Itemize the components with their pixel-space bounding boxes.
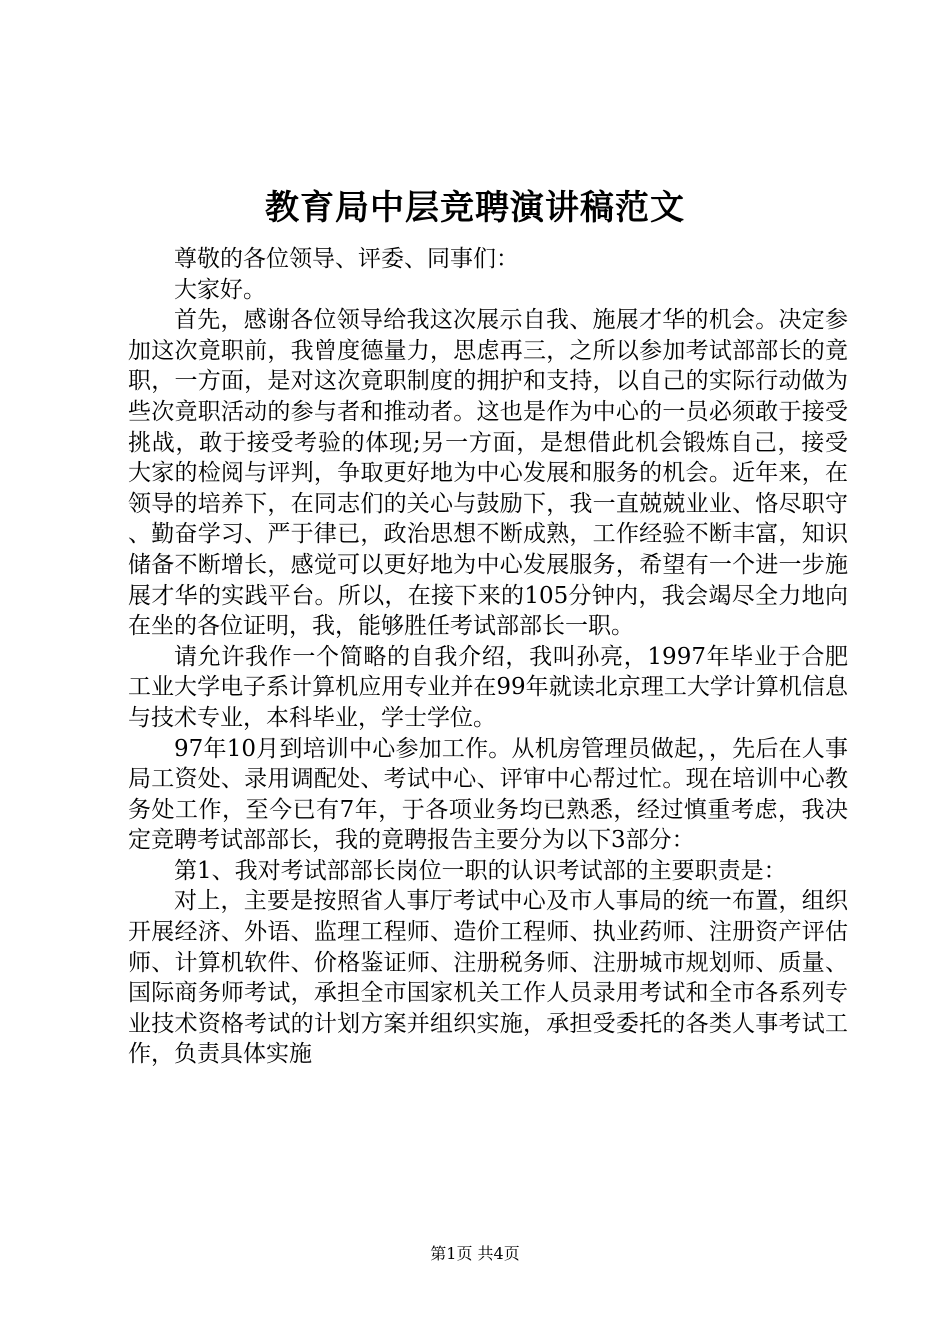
paragraph-greeting: 大家好。 xyxy=(174,276,266,303)
paragraph-work-history: 97年10月到培训中心参加工作。从机房管理员做起，，先后在人事局工资处、录用调配处、考试中心、评审中心帮过忙。现在培训中心教务处工作，至今已有7年，于各项业务均已熟悉，经过慎重考虑，我决定竞聘考试部部长，我的竟聘报告主要分为以下3部分： xyxy=(128,735,848,854)
paragraph-introduction: 首先，感谢各位领导给我这次展示自我、施展才华的机会。决定参加这次竟职前，我曾度德量力，思虑再三，之所以参加考试部部长的竟职，一方面，是对这次竟职制度的拥护和支持，以自己的实际行动做为些次竟职活动的参与者和推动者。这也是作为中心的一员必须敢于接受挑战，敢于接受考验的体现;另一方面，是想借此机会锻炼自己，接受大家的检阅与评判，争取更好地为中心发展和服务的机会。近年来，在领导的培养下，在同志们的关心与鼓励下，我一直兢兢业业、恪尽职守、勤奋学习、严于律已，政治思想不断成熟，工作经验不断丰富，知识储备不断增长，感觉可以更好地为中心发展服务，希望有一个进一步施展才华的实践平台。所以，在接下来的105分钟内，我会竭尽全力地向在坐的各位证明，我，能够胜任考试部部长一职。 xyxy=(128,307,848,640)
document-title: 教育局中层竞聘演讲稿范文 xyxy=(265,188,685,228)
paragraph-salutation: 尊敬的各位领导、评委、同事们： xyxy=(174,246,519,272)
paragraph-duties: 对上，主要是按照省人事厅考试中心及市人事局的统一布置，组织开展经济、外语、监理工程师、造价工程师、执业药师、注册资产评估师、计算机软件、价格鉴证师、注册税务师、注册城市规划师、质量、国际商务师考试，承担全市国家机关工作人员录用考试和全市各系列专业技术资格考试的计划方案并组织实施，承担受委托的各类人事考试工作，负责具体实施 xyxy=(128,888,848,1068)
page-number-footer: 第1页 共4页 xyxy=(430,1244,520,1263)
paragraph-self-introduction: 请允许我作一个简略的自我介绍，我叫孙亮，1997年毕业于合肥工业大学电子系计算机应用专业并在99年就读北京理工大学计算机信息与技术专业，本科毕业，学士学位。 xyxy=(128,643,848,731)
paragraph-section-one: 第1、我对考试部部长岗位一职的认识考试部的主要职责是： xyxy=(174,857,787,884)
document-body xyxy=(128,244,848,1070)
